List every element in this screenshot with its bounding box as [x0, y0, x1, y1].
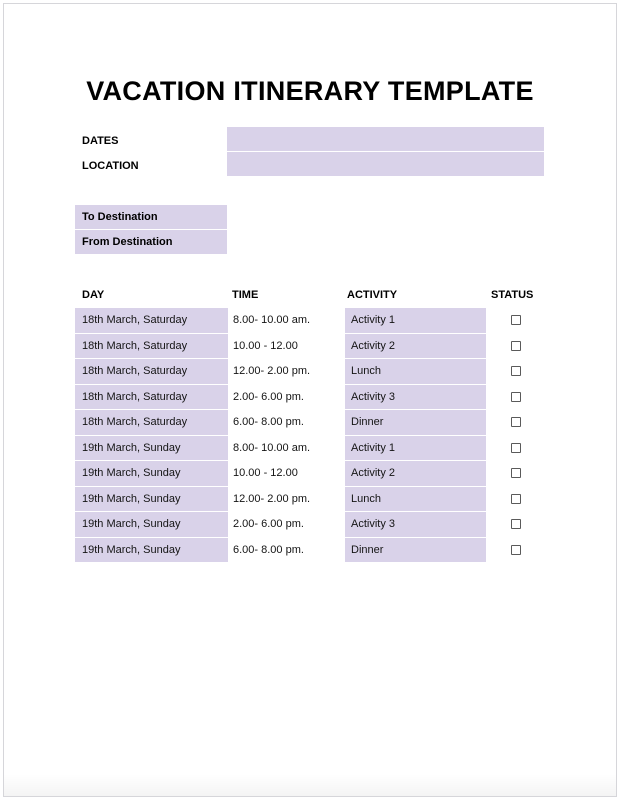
table-row [75, 385, 545, 410]
status-checkbox[interactable] [511, 366, 521, 376]
time-cell: 2.00- 6.00 pm. [228, 385, 345, 410]
status-cell [486, 359, 545, 384]
activity-cell: Activity 3 [345, 512, 486, 537]
column-header-day: DAY [82, 289, 105, 301]
time-cell: 10.00 - 12.00 [228, 461, 345, 486]
activity-cell: Activity 3 [345, 385, 486, 410]
status-checkbox[interactable] [511, 392, 521, 402]
from-destination-field[interactable] [75, 230, 227, 254]
day-cell: 19th March, Sunday [75, 436, 228, 461]
status-cell [486, 512, 545, 537]
time-cell: 12.00- 2.00 pm. [228, 359, 345, 384]
table-row [75, 308, 545, 333]
activity-cell: Dinner [345, 410, 486, 435]
status-cell [486, 461, 545, 486]
status-cell [486, 436, 545, 461]
location-label: LOCATION [82, 160, 139, 172]
activity-cell: Activity 2 [345, 461, 486, 486]
time-cell: 2.00- 6.00 pm. [228, 512, 345, 537]
time-cell: 12.00- 2.00 pm. [228, 487, 345, 512]
status-checkbox[interactable] [511, 315, 521, 325]
status-checkbox[interactable] [511, 519, 521, 529]
status-checkbox[interactable] [511, 443, 521, 453]
location-input[interactable] [227, 152, 544, 176]
day-cell: 18th March, Saturday [75, 308, 228, 333]
status-checkbox[interactable] [511, 341, 521, 351]
table-row [75, 538, 545, 563]
day-cell: 19th March, Sunday [75, 487, 228, 512]
to-destination-field[interactable] [75, 205, 227, 229]
table-row [75, 512, 545, 537]
day-cell: 18th March, Saturday [75, 385, 228, 410]
column-header-status: STATUS [491, 289, 534, 301]
itinerary-table [75, 308, 545, 563]
page-bottom-shadow [4, 774, 616, 796]
status-cell [486, 385, 545, 410]
status-checkbox[interactable] [511, 545, 521, 555]
to-destination-label: To Destination [82, 211, 158, 223]
time-cell: 6.00- 8.00 pm. [228, 410, 345, 435]
status-checkbox[interactable] [511, 417, 521, 427]
table-row [75, 436, 545, 461]
activity-cell: Activity 2 [345, 334, 486, 359]
time-cell: 8.00- 10.00 am. [228, 436, 345, 461]
day-cell: 18th March, Saturday [75, 334, 228, 359]
time-cell: 8.00- 10.00 am. [228, 308, 345, 333]
day-cell: 19th March, Sunday [75, 461, 228, 486]
day-cell: 19th March, Sunday [75, 512, 228, 537]
status-cell [486, 538, 545, 563]
table-header-row [75, 289, 545, 303]
dates-label: DATES [82, 135, 119, 147]
from-destination-label: From Destination [82, 236, 173, 248]
activity-cell: Activity 1 [345, 308, 486, 333]
table-row [75, 359, 545, 384]
activity-cell: Activity 1 [345, 436, 486, 461]
status-cell [486, 487, 545, 512]
status-cell [486, 410, 545, 435]
status-cell [486, 308, 545, 333]
status-checkbox[interactable] [511, 468, 521, 478]
table-row [75, 487, 545, 512]
day-cell: 19th March, Sunday [75, 538, 228, 563]
activity-cell: Lunch [345, 359, 486, 384]
status-cell [486, 334, 545, 359]
dates-input[interactable] [227, 127, 544, 151]
time-cell: 6.00- 8.00 pm. [228, 538, 345, 563]
time-cell: 10.00 - 12.00 [228, 334, 345, 359]
day-cell: 18th March, Saturday [75, 359, 228, 384]
table-row [75, 461, 545, 486]
table-row [75, 410, 545, 435]
table-row [75, 334, 545, 359]
day-cell: 18th March, Saturday [75, 410, 228, 435]
activity-cell: Dinner [345, 538, 486, 563]
page-title: VACATION ITINERARY TEMPLATE [86, 76, 534, 106]
column-header-activity: ACTIVITY [347, 289, 398, 301]
column-header-time: TIME [232, 289, 259, 301]
activity-cell: Lunch [345, 487, 486, 512]
status-checkbox[interactable] [511, 494, 521, 504]
